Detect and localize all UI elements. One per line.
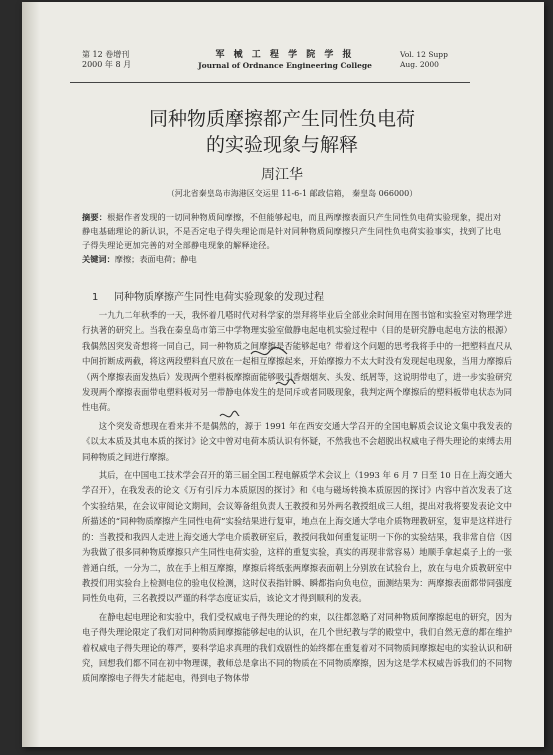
paragraph: 一九九二年秋季的一天，我怀着几嗒时代对科学家的崇拜将毕业后全部业余时间用在图书馆和实验室对物理学进行执著的研究上。当我在秦皇岛市第三中学物理实验室做静电起电机实验过程中（目的是研究静电起电方法的根源）我偶然因突发奇想将一同自己，同一种物质之间摩擦是否能够起电？带着这个问题的思考我将手中的一把塑料直尺从中间折断成两截，将这两段塑料直尺放在一起相互摩擦起来，开始摩擦力不太大时没有发现起电现象，当用力摩擦后（两个摩擦表面发热后）发现两个塑料板摩擦面能够吸引香烟烟灰、头发、纸屑等，这说明带电了，进一步实验研究发现两个摩擦表面带电塑料板对另一带静电体发生的是同斥或者同吸现象，我判定两个摩擦后的塑料板带电状态为同性电荷。 xyxy=(82,310,512,413)
abstract-text: 根据作者发现的一切同种物质间摩擦，不但能够起电，而且两摩擦表面只产生同性负电荷实验现象，提出对静电基础理论的新认识，不是否定电子得失理论而是针对同种物质间摩擦只产生同性负电荷实验事实，找到了比电子得失理论更加完善的对全部静电现象的解释途径。 xyxy=(82,212,502,250)
document-page xyxy=(22,2,544,747)
header-vol-en: Vol. 12 Supp xyxy=(400,50,448,59)
abstract-label: 摘要： xyxy=(82,212,108,222)
header-date-en: Aug. 2000 xyxy=(400,60,439,69)
section-title: 同种物质摩擦产生同性电荷实验现象的发现过程 xyxy=(114,292,324,303)
handwritten-mark xyxy=(249,346,289,360)
paragraph: 这个突发奇想现在看来并不是偶然的，源于 1991 年在西安交通大学召开的全国电解质会议论文集中我发表的《以太本质及其电本质的探讨》论文中曾对电荷本质认识有怀疑，不然我也不会超脱出权威电子得失理论的束缚去用同种物质之间进行摩擦。 xyxy=(82,420,512,462)
header-volume-en xyxy=(400,50,470,70)
title-line-1: 同种物质摩擦都产生同性负电荷 xyxy=(148,108,415,130)
section-number: 1 xyxy=(92,292,99,303)
author-affiliation: （河北省秦皇岛市海港区交运里 11-6-1 邮政信箱， 秦皇岛 066000） xyxy=(166,189,418,198)
paragraph: 其后，在中国电工技术学会召开的第三届全国工程电解质学术会议上（1993 年 6 月 7 日至 10 日在上海交通大学召开），在我发表的论文《万有引斥力本质原因的探讨》和《电与磁场转换本质原因的探讨》内容中首次发表了这个实验结果，在会议审阅论文期间，会议筹备组负责人王教授和另外两名教授组成三人组，提出对我将要发表论文中所描述的“同种物质摩擦产生同性电荷”实验结果进行复审，地点在上海交通大学电介质物理教研室，复审是这样进行的：当教授和我四人走进上海交通大学电介质教研室后，教授问我如何重复证明一下你的实验结果，我非常自信（因为我做了很多同种物质摩擦只产生同性电荷实验，这样的重复实验，真实的再现非常容易）地顺手拿起桌子上的一张普通白纸，一分为二，放在手上相互摩擦，摩擦后将纸张两摩擦表面朝上分别放在试验台上，放在与电介质教研室中教授们用实验台上检测电位的验电仪检测，这时仪表指针瞬、瞬都指向负电位，面测结果为：两摩擦表面都带同强度同性负电荷，三名教授以严谨的科学态度证实后，该论文才得到顺利的发表。 xyxy=(82,470,512,604)
body-text xyxy=(82,308,512,690)
abstract xyxy=(82,210,502,252)
header-volume: 第 12 卷增刊 xyxy=(82,50,130,59)
handwritten-mark xyxy=(274,378,296,390)
journal-name-en: Journal of Ordnance Engineering College xyxy=(198,61,372,70)
header-date: 2000 年 8 月 xyxy=(82,60,132,69)
journal-name-cn: 军 械 工 程 学 院 学 报 xyxy=(215,50,355,60)
article-title xyxy=(62,106,502,158)
keywords-label: 关键词： xyxy=(82,254,115,264)
author-name: 周江华 xyxy=(261,167,303,183)
journal-header xyxy=(70,50,470,83)
header-volume-info xyxy=(82,50,131,70)
keywords xyxy=(82,254,502,265)
keywords-text: 摩擦；表面电荷；静电 xyxy=(114,254,197,264)
section-heading xyxy=(92,288,512,303)
title-line-2: 的实验现象与解释 xyxy=(205,134,358,156)
handwritten-mark xyxy=(218,410,240,422)
paragraph: 在静电起电理论和实验中，我们受权威电子得失理论的约束，以往都忽略了对同种物质间摩擦起电的研究，因为电子得失理论限定了我们对同种物质间摩擦能够起电的认识，在几个世纪教与学的殿堂中，我们自然无意的都在维护着权威电子得失理论的尊严，要科学追求真理的我们戏剧性的始终都在重复着对不同物质间摩擦起电的实验认识和研究，回想我们都不同在初中物理课，教师总是拿出不同的物质在不同物质摩擦，因为这是学术权威告诉我们的不同物质间摩擦电子得失才能起电，得到电子物体带 xyxy=(82,611,512,684)
header-journal-name xyxy=(185,50,385,71)
page-shadow xyxy=(22,2,40,747)
